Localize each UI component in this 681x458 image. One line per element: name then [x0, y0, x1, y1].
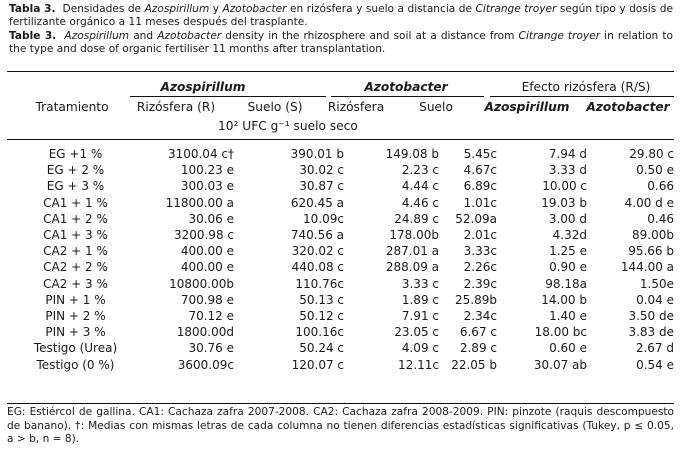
caption-en-text: in relation to the type and dose of organic fertiliser 11 months after transplantation. — [9, 29, 673, 56]
header-rule — [7, 139, 674, 140]
cell-azoto-suelo: 52.09a — [455, 211, 497, 226]
cell-rs-azospirillum: 98.18a — [545, 276, 587, 291]
cell-rs-azospirillum: 14.00 b — [541, 292, 587, 307]
cell-rs-azospirillum: 4.32d — [552, 228, 587, 243]
cell-azosp-suelo: 50.24 c — [299, 341, 344, 356]
caption-es-text: en rizósfera y suelo a distancia de — [286, 3, 476, 15]
cell-treatment: PIN + 1 % — [45, 292, 106, 307]
cell-azosp-rizosfera: 30.06 e — [188, 211, 234, 226]
cell-azosp-suelo: 10.09c — [303, 211, 344, 226]
cell-treatment: EG + 3 % — [46, 179, 105, 194]
cell-rs-azospirillum: 30.07 ab — [533, 357, 587, 372]
cell-azoto-rizosfera: 3.33 c — [401, 276, 439, 291]
cell-rs-azotobacter: 3.50 de — [628, 309, 674, 324]
cell-azoto-suelo: 1.01c — [463, 195, 497, 210]
cell-rs-azospirillum: 19.03 b — [541, 195, 587, 210]
caption-en-organism: Azotobacter — [157, 29, 222, 42]
cell-azosp-suelo: 30.87 c — [299, 179, 344, 194]
cell-azoto-suelo: 2.89 c — [459, 341, 497, 356]
cell-azoto-rizosfera: 12.11c — [398, 357, 439, 372]
cell-azosp-suelo: 50.12 c — [299, 309, 344, 324]
header-group-azotobacter: Azotobacter — [364, 80, 448, 94]
cell-rs-azotobacter: 2.67 d — [635, 341, 674, 356]
caption-en-label: Table 3. — [9, 29, 57, 42]
cell-rs-azospirillum: 0.60 e — [549, 341, 587, 356]
cell-rs-azotobacter: 0.66 — [647, 179, 674, 194]
cell-azosp-rizosfera: 700.98 e — [180, 292, 234, 307]
caption-en-organism: Azospirillum — [64, 29, 130, 42]
cell-azoto-suelo: 2.39c — [463, 276, 497, 291]
header-suelo-s: Suelo (S) — [247, 100, 303, 114]
cell-azosp-rizosfera: 3100.04 c† — [167, 147, 234, 161]
group-rule-azotobacter — [331, 96, 484, 97]
cell-rs-azotobacter: 1.50e — [639, 276, 674, 291]
cell-azoto-suelo: 2.34c — [463, 309, 497, 324]
table-row — [7, 308, 674, 324]
cell-treatment: PIN + 2 % — [45, 309, 106, 324]
caption-english — [9, 30, 673, 57]
cell-treatment: CA2 + 2 % — [43, 260, 108, 275]
cell-treatment: CA2 + 3 % — [43, 276, 108, 291]
caption-es-organism: Azospirillum — [144, 3, 210, 15]
caption-es-label: Tabla 3. — [9, 3, 56, 15]
cell-azosp-rizosfera: 30.76 e — [188, 341, 234, 356]
top-rule — [7, 71, 674, 72]
header-rizosfera-r: Rizósfera (R) — [136, 100, 216, 114]
cell-rs-azospirillum: 1.25 e — [549, 244, 587, 259]
cell-rs-azotobacter: 29.80 c — [629, 147, 674, 161]
cell-azosp-rizosfera: 400.00 e — [180, 244, 234, 259]
cell-rs-azospirillum: 7.94 d — [548, 147, 587, 161]
data-table — [7, 146, 674, 373]
cell-azosp-suelo: 100.16c — [295, 325, 344, 340]
cell-azoto-suelo: 2.26c — [463, 260, 497, 275]
bottom-rule — [7, 403, 674, 404]
cell-rs-azotobacter: 144.00 a — [620, 260, 674, 275]
cell-azoto-rizosfera: 4.44 c — [401, 179, 439, 194]
table-caption — [9, 3, 673, 57]
caption-es-text: Densidades de — [62, 3, 145, 15]
group-rule-azospirillum — [130, 96, 326, 97]
caption-es-text: y — [209, 3, 223, 15]
cell-azoto-rizosfera: 4.46 c — [401, 195, 439, 210]
cell-treatment: Testigo (0 %) — [36, 357, 115, 372]
table-row — [7, 243, 674, 259]
table-row — [7, 211, 674, 227]
cell-azoto-rizosfera: 1.89 c — [401, 292, 439, 307]
cell-azosp-suelo: 740.56 a — [290, 228, 344, 243]
cell-treatment: CA1 + 2 % — [43, 211, 108, 226]
cell-azosp-rizosfera: 300.03 e — [180, 179, 234, 194]
cell-azosp-suelo: 110.76c — [295, 276, 344, 291]
cell-azosp-rizosfera: 3600.09c — [177, 357, 234, 372]
cell-azoto-rizosfera: 288.09 a — [385, 260, 439, 275]
table-row — [7, 146, 674, 162]
header-group-azospirillum: Azospirillum — [160, 80, 246, 94]
cell-azoto-suelo: 5.45c — [463, 147, 497, 161]
cell-azoto-suelo: 3.33c — [463, 244, 497, 259]
caption-en-text: and — [129, 29, 158, 42]
caption-en-organism: Citrange troyer — [518, 29, 601, 42]
cell-azosp-suelo: 30.02 c — [299, 163, 344, 178]
cell-treatment: PIN + 3 % — [45, 325, 106, 340]
cell-azoto-suelo: 25.89b — [455, 292, 497, 307]
cell-treatment: EG + 2 % — [46, 163, 105, 178]
cell-treatment: CA1 + 3 % — [43, 228, 108, 243]
cell-azosp-suelo: 390.01 b — [290, 147, 344, 161]
cell-azoto-suelo: 6.67 c — [459, 325, 497, 340]
caption-spanish — [9, 3, 673, 30]
cell-azosp-suelo: 320.02 c — [291, 244, 344, 259]
group-rule-efecto — [490, 96, 674, 97]
cell-azoto-suelo: 22.05 b — [451, 357, 497, 372]
footnote-text: EG: Estiércol de gallina. CA1: Cachaza zafra 2007-2008. CA2: Cachaza zafra 2008-2009. PIN: pinzote (raquis descompuesto de banano). †: Medias con mismas letras de cada columna no tienen diferencias estadísticas significativas (Tukey, p ≤ 0.05, a > b, n = 8). — [7, 406, 674, 446]
cell-rs-azospirillum: 3.33 d — [548, 163, 587, 178]
cell-azosp-suelo: 120.07 c — [291, 357, 344, 372]
table-row — [7, 162, 674, 178]
cell-azosp-rizosfera: 70.12 e — [188, 309, 234, 324]
cell-rs-azotobacter: 4.00 d e — [624, 195, 674, 210]
cell-azosp-suelo: 50.13 c — [299, 292, 344, 307]
cell-treatment: CA1 + 1 % — [43, 195, 108, 210]
cell-azoto-suelo: 6.89c — [463, 179, 497, 194]
header-sub-azospirillum: Azospirillum — [484, 100, 570, 114]
cell-azosp-suelo: 440.08 c — [291, 260, 344, 275]
cell-rs-azotobacter: 0.54 e — [636, 357, 674, 372]
cell-azosp-rizosfera: 11800.00 a — [165, 195, 234, 210]
cell-azosp-rizosfera: 3200.98 c — [173, 228, 234, 243]
table-row — [7, 259, 674, 275]
cell-rs-azospirillum: 0.90 e — [549, 260, 587, 275]
table-row — [7, 357, 674, 373]
cell-rs-azotobacter: 0.04 e — [636, 292, 674, 307]
cell-rs-azospirillum: 18.00 bc — [534, 325, 587, 340]
cell-rs-azotobacter: 0.46 — [647, 211, 674, 226]
cell-azosp-rizosfera: 100.23 e — [180, 163, 234, 178]
table-row — [7, 276, 674, 292]
table-row — [7, 324, 674, 340]
cell-azoto-rizosfera: 23.05 c — [394, 325, 439, 340]
cell-rs-azotobacter: 89.00b — [632, 228, 674, 243]
cell-azoto-rizosfera: 287.01 a — [385, 244, 439, 259]
header-sub-azotobacter: Azotobacter — [586, 100, 670, 114]
table-row — [7, 178, 674, 194]
cell-azoto-rizosfera: 149.08 b — [385, 147, 439, 161]
cell-azoto-rizosfera: 7.91 c — [401, 309, 439, 324]
cell-rs-azospirillum: 3.00 d — [548, 211, 587, 226]
cell-rs-azotobacter: 0.50 e — [636, 163, 674, 178]
cell-azoto-rizosfera: 24.89 c — [394, 211, 439, 226]
cell-azosp-rizosfera: 1800.00d — [176, 325, 234, 340]
caption-en-text: density in the rhizosphere and soil at a distance from — [221, 29, 519, 42]
table-row — [7, 195, 674, 211]
table-row — [7, 227, 674, 243]
caption-es-text: según tipo y dosis de fertilizante orgánico a 11 meses después del trasplante. — [9, 3, 673, 29]
header-rizosfera: Rizósfera — [327, 100, 385, 114]
cell-azoto-rizosfera: 2.23 c — [401, 163, 439, 178]
cell-rs-azospirillum: 1.40 e — [549, 309, 587, 324]
table-row — [7, 340, 674, 356]
cell-azoto-rizosfera: 4.09 c — [401, 341, 439, 356]
header-group-efecto: Efecto rizósfera (R/S) — [521, 80, 651, 94]
cell-rs-azotobacter: 3.83 de — [628, 325, 674, 340]
table-footnote — [7, 406, 674, 447]
cell-rs-azotobacter: 95.66 b — [628, 244, 674, 259]
cell-azoto-rizosfera: 178.00b — [389, 228, 439, 243]
cell-azosp-rizosfera: 10800.00b — [169, 276, 234, 291]
cell-treatment: Testigo (Urea) — [33, 341, 118, 356]
cell-treatment: CA2 + 1 % — [43, 244, 108, 259]
cell-rs-azospirillum: 10.00 c — [542, 179, 587, 194]
header-suelo: Suelo — [419, 100, 453, 114]
cell-treatment: EG +1 % — [48, 147, 103, 161]
header-units: 10² UFC g⁻¹ suelo seco — [218, 119, 358, 133]
cell-azosp-suelo: 620.45 a — [290, 195, 344, 210]
cell-azosp-rizosfera: 400.00 e — [180, 260, 234, 275]
caption-es-organism: Azotobacter — [222, 3, 287, 15]
header-tratamiento: Tratamiento — [35, 100, 109, 114]
table-row — [7, 292, 674, 308]
cell-azoto-suelo: 4.67c — [463, 163, 497, 178]
cell-azoto-suelo: 2.01c — [463, 228, 497, 243]
caption-es-organism: Citrange troyer — [475, 3, 557, 15]
